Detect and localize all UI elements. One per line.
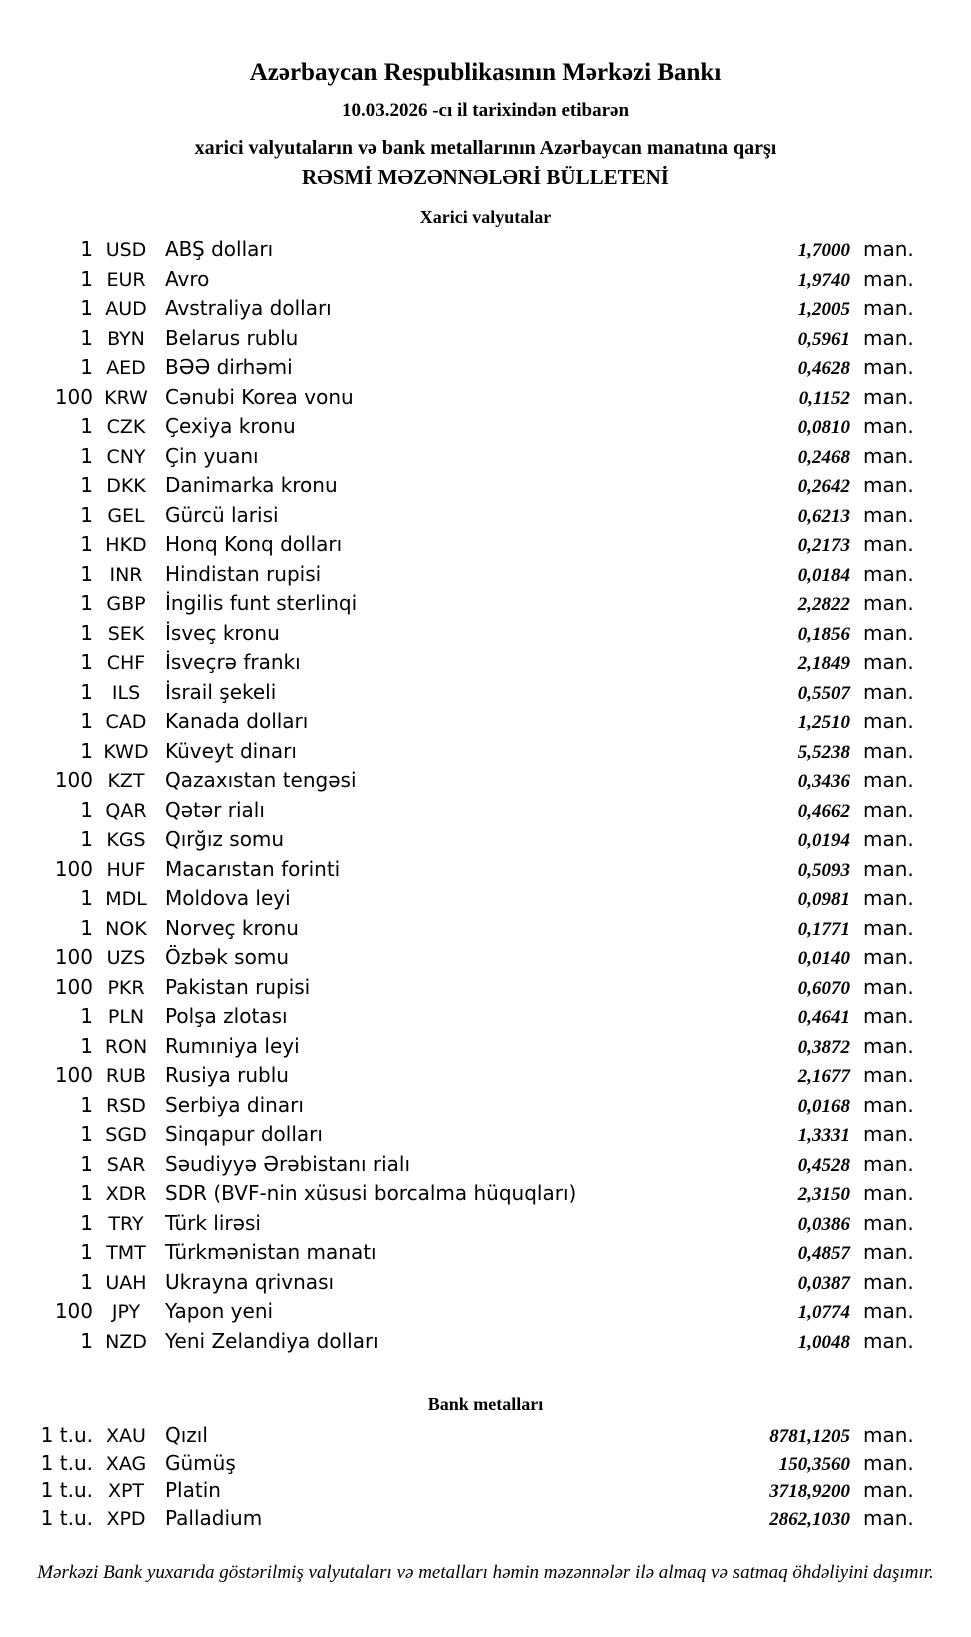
table-row	[0, 1297, 971, 1327]
table-row	[0, 707, 971, 737]
quantity: 1	[80, 296, 93, 320]
rate-value: 0,0810	[797, 417, 850, 438]
unit-label: man.	[863, 1004, 914, 1028]
rate-value: 1,2005	[797, 299, 850, 320]
unit-label: man.	[863, 237, 914, 261]
rate-value: 0,3436	[797, 771, 850, 792]
unit-label: man.	[863, 1423, 914, 1447]
currency-code: NOK	[105, 917, 147, 940]
unit-label: man.	[863, 679, 914, 704]
currency-name: Danimarka kronu	[165, 473, 338, 497]
unit-label: man.	[863, 827, 914, 851]
metal-code: XPD	[106, 1507, 146, 1530]
currency-name: Yapon yeni	[165, 1299, 274, 1323]
unit-label: man.	[863, 1063, 914, 1087]
table-row	[0, 943, 971, 973]
table-row	[0, 442, 971, 472]
currency-name: Avro	[165, 266, 210, 291]
bulletin-subtitle: xarici valyutaların və bank metallarının Azərbaycan manatına qarşı	[194, 137, 777, 159]
quantity: 1	[80, 591, 93, 615]
unit-label: man.	[863, 266, 914, 291]
table-row	[0, 1002, 971, 1032]
quantity: 100	[54, 768, 93, 792]
table-row	[0, 1150, 971, 1180]
unit-label: man.	[863, 473, 914, 497]
unit-label: man.	[863, 886, 914, 910]
table-row	[0, 265, 971, 295]
quantity: 1	[80, 561, 93, 586]
currency-code: ILS	[111, 681, 141, 704]
rate-value: 0,0387	[797, 1272, 850, 1294]
quantity: 1	[80, 709, 93, 733]
quantity: 1	[80, 266, 93, 291]
currency-code: HKD	[105, 534, 147, 556]
rate-value: 0,0386	[797, 1213, 850, 1235]
currency-name: Hindistan rupisi	[165, 561, 322, 586]
rate-value: 0,6070	[797, 977, 850, 999]
table-row	[0, 353, 971, 383]
currency-name: İsveç kronu	[165, 620, 280, 645]
table-row	[0, 1422, 971, 1450]
metal-name: Gümüş	[165, 1450, 236, 1475]
metal-code: XAG	[105, 1452, 147, 1475]
currency-code: AUD	[105, 298, 147, 320]
table-row	[0, 796, 971, 826]
unit-label: man.	[863, 1122, 914, 1146]
currency-name: Serbiya dinarı	[165, 1092, 304, 1117]
currency-name: Polşa zlotası	[165, 1004, 288, 1028]
rate-value: 0,5961	[797, 328, 850, 350]
currency-code: RON	[104, 1035, 148, 1058]
quantity: 1	[80, 1269, 93, 1294]
currency-name: Avstraliya dolları	[165, 296, 332, 320]
unit-label: man.	[863, 768, 914, 792]
currency-name: SDR (BVF-nin xüsusi borcalma hüquqları)	[165, 1181, 577, 1205]
currency-name: İsrail şekeli	[165, 679, 277, 704]
rate-value: 0,1771	[797, 918, 850, 940]
currency-code: AED	[106, 357, 146, 379]
table-row	[0, 589, 971, 619]
currency-code: BYN	[107, 327, 145, 350]
unit-label: man.	[863, 1328, 914, 1353]
rate-value: 0,5507	[797, 682, 850, 704]
currency-name: BƏƏ dirhəmi	[165, 355, 293, 379]
currency-code: EUR	[106, 268, 146, 291]
currency-code: UZS	[106, 947, 146, 969]
quantity: 1	[80, 325, 93, 350]
quantity: 1 t.u.	[40, 1450, 93, 1475]
rate-value: 150,3560	[778, 1453, 850, 1475]
rate-value: 0,2173	[797, 535, 850, 556]
table-row	[0, 737, 971, 767]
table-row	[0, 1327, 971, 1357]
currency-code: DKK	[106, 475, 146, 497]
rate-value: 0,4628	[797, 358, 850, 379]
quantity: 1	[80, 1181, 93, 1205]
unit-label: man.	[863, 1151, 914, 1176]
quantity: 1	[80, 414, 93, 438]
currency-code: SAR	[106, 1153, 146, 1176]
currency-name: Rumıniya leyi	[165, 1033, 300, 1058]
table-row	[0, 383, 971, 413]
rate-value: 2,3150	[797, 1184, 850, 1205]
bulletin-title: RƏSMİ MƏZƏNNƏLƏRİ BÜLLETENİ	[302, 165, 669, 189]
table-row	[0, 884, 971, 914]
quantity: 1	[80, 355, 93, 379]
currency-name: Moldova leyi	[165, 886, 291, 910]
quantity: 1	[80, 237, 93, 261]
currency-code: CZK	[106, 416, 146, 438]
currency-code: XDR	[105, 1183, 147, 1205]
table-row	[0, 1268, 971, 1298]
rate-value: 0,5093	[797, 859, 850, 881]
currency-code: QAR	[105, 799, 147, 822]
table-row	[0, 294, 971, 324]
table-row	[0, 648, 971, 678]
quantity: 1	[80, 797, 93, 822]
currency-name: Küveyt dinarı	[165, 738, 297, 763]
unit-label: man.	[863, 355, 914, 379]
rate-value: 2862,1030	[769, 1508, 850, 1530]
unit-label: man.	[863, 856, 914, 881]
quantity: 1	[80, 886, 93, 910]
currency-name: ABŞ dolları	[165, 237, 274, 261]
quantity: 1	[80, 1240, 93, 1264]
rate-value: 0,1152	[798, 387, 850, 409]
metal-name: Qızıl	[165, 1423, 208, 1447]
currency-name: Qətər rialı	[165, 797, 265, 822]
section-title-bank-metals: Bank metalları	[427, 1394, 544, 1414]
currency-code: PLN	[107, 1006, 145, 1028]
quantity: 1 t.u.	[40, 1505, 93, 1530]
rate-value: 0,4857	[797, 1243, 850, 1264]
quantity: 100	[54, 974, 93, 999]
section-title-foreign-currencies: Xarici valyutalar	[419, 207, 552, 227]
currency-name: Çexiya kronu	[165, 414, 296, 438]
table-row	[0, 530, 971, 560]
rate-value: 0,0168	[797, 1095, 850, 1117]
rate-value: 0,2642	[797, 476, 850, 497]
currency-code: CNY	[106, 445, 146, 468]
currency-code: PKR	[107, 976, 145, 999]
quantity: 1	[80, 502, 93, 527]
currency-code: SEK	[107, 622, 145, 645]
currency-name: Gürcü larisi	[165, 502, 279, 527]
rate-value: 0,0140	[797, 948, 850, 969]
bank-metals-table	[0, 1422, 971, 1532]
quantity: 1	[80, 679, 93, 704]
table-row	[0, 1032, 971, 1062]
table-row	[0, 501, 971, 531]
table-row	[0, 412, 971, 442]
table-row	[0, 855, 971, 885]
table-row	[0, 1477, 971, 1505]
rate-value: 0,4662	[797, 800, 850, 822]
currency-code: INR	[109, 563, 143, 586]
unit-label: man.	[863, 532, 914, 556]
quantity: 1	[80, 1210, 93, 1235]
rate-value: 2,1677	[797, 1066, 850, 1087]
rate-value: 0,1856	[797, 623, 850, 645]
quantity: 1	[80, 1151, 93, 1176]
unit-label: man.	[863, 1181, 914, 1205]
table-row	[0, 324, 971, 354]
currency-code: RUB	[105, 1065, 147, 1087]
table-row	[0, 1238, 971, 1268]
table-row	[0, 235, 971, 265]
currency-code: HUF	[106, 858, 146, 881]
foreign-currencies-table	[0, 235, 971, 1356]
currency-name: Ukrayna qrivnası	[165, 1269, 335, 1294]
currency-code: JPY	[111, 1301, 141, 1323]
quantity: 100	[54, 1299, 93, 1323]
unit-label: man.	[863, 974, 914, 999]
table-row	[0, 1061, 971, 1091]
quantity: 1	[80, 1004, 93, 1028]
currency-name: Türkmənistan manatı	[165, 1240, 377, 1264]
currency-code: KGS	[106, 829, 146, 851]
rate-value: 0,0981	[797, 889, 850, 910]
currency-name: Sinqapur dolları	[165, 1122, 323, 1146]
metal-code: XPT	[107, 1480, 145, 1502]
currency-name: Cənubi Korea vonu	[165, 384, 354, 409]
table-row	[0, 1091, 971, 1121]
rate-value: 2,2822	[797, 594, 850, 615]
currency-code: CAD	[105, 711, 147, 733]
currency-code: TRY	[108, 1212, 144, 1235]
table-row	[0, 1120, 971, 1150]
rate-value: 8781,1205	[769, 1426, 850, 1447]
table-row	[0, 1209, 971, 1239]
currency-name: Türk lirəsi	[165, 1210, 261, 1235]
rate-value: 1,7000	[797, 240, 850, 261]
rate-value: 0,6213	[797, 505, 850, 527]
quantity: 100	[54, 856, 93, 881]
metal-code: XAU	[106, 1425, 146, 1447]
quantity: 1	[80, 1328, 93, 1353]
currency-name: Pakistan rupisi	[165, 974, 311, 999]
currency-name: Macarıstan forinti	[165, 856, 341, 881]
rate-value: 1,2510	[797, 712, 850, 733]
quantity: 100	[54, 945, 93, 969]
table-row	[0, 619, 971, 649]
quantity: 1	[80, 443, 93, 468]
currency-code: TMT	[106, 1242, 146, 1264]
metal-name: Palladium	[165, 1505, 263, 1530]
unit-label: man.	[863, 591, 914, 615]
currency-name: Norveç kronu	[165, 915, 299, 940]
currency-code: KZT	[107, 770, 145, 792]
unit-label: man.	[863, 502, 914, 527]
unit-label: man.	[863, 620, 914, 645]
unit-label: man.	[863, 384, 914, 409]
rate-value: 0,4528	[797, 1154, 850, 1176]
quantity: 1	[80, 473, 93, 497]
rate-value: 0,3872	[797, 1036, 850, 1058]
table-row	[0, 914, 971, 944]
table-row	[0, 825, 971, 855]
currency-code: GEL	[107, 504, 145, 527]
quantity: 1	[80, 532, 93, 556]
quantity: 1	[80, 650, 93, 674]
unit-label: man.	[863, 325, 914, 350]
unit-label: man.	[863, 1478, 914, 1502]
metal-name: Platin	[165, 1478, 221, 1502]
unit-label: man.	[863, 1450, 914, 1475]
unit-label: man.	[863, 945, 914, 969]
unit-label: man.	[863, 1269, 914, 1294]
rate-value: 1,0048	[797, 1331, 850, 1353]
unit-label: man.	[863, 561, 914, 586]
currency-name: Çin yuanı	[165, 443, 259, 468]
unit-label: man.	[863, 650, 914, 674]
rate-value: 1,3331	[797, 1125, 850, 1146]
unit-label: man.	[863, 1092, 914, 1117]
currency-name: İngilis funt sterlinqi	[165, 591, 358, 615]
effective-date-line: 10.03.2026 -cı il tarixindən etibarən	[341, 100, 630, 121]
table-row	[0, 1179, 971, 1209]
unit-label: man.	[863, 1299, 914, 1323]
quantity: 1	[80, 915, 93, 940]
table-row	[0, 766, 971, 796]
currency-name: Qırğız somu	[165, 827, 285, 851]
rate-value: 2,1849	[797, 653, 850, 674]
currency-code: KWD	[103, 740, 149, 763]
currency-name: Belarus rublu	[165, 325, 299, 350]
unit-label: man.	[863, 1505, 914, 1530]
rate-value: 0,4641	[797, 1007, 850, 1028]
rate-value: 1,9740	[797, 269, 850, 291]
quantity: 100	[54, 384, 93, 409]
table-row	[0, 973, 971, 1003]
table-row	[0, 1450, 971, 1478]
currency-code: USD	[105, 239, 147, 261]
table-row	[0, 560, 971, 590]
quantity: 1	[80, 1122, 93, 1146]
currency-code: MDL	[105, 888, 147, 910]
unit-label: man.	[863, 1210, 914, 1235]
unit-label: man.	[863, 414, 914, 438]
rate-value: 3718,9200	[769, 1481, 850, 1502]
rate-value: 0,2468	[797, 446, 850, 468]
currency-code: GBP	[106, 593, 146, 615]
unit-label: man.	[863, 1240, 914, 1264]
quantity: 100	[54, 1063, 93, 1087]
currency-name: Honq Konq dolları	[165, 532, 343, 556]
table-row	[0, 471, 971, 501]
disclaimer-text: Mərkəzi Bank yuxarıda göstərilmiş valyutaları və metalları həmin məzənnələr ilə almaq və satmaq öhdəliyini daşımır.	[37, 1562, 934, 1583]
currency-code: NZD	[105, 1330, 147, 1353]
page-title: Azərbaycan Respublikasının Mərkəzi Bankı	[249, 59, 722, 86]
currency-code: KRW	[104, 386, 148, 409]
quantity: 1	[80, 738, 93, 763]
unit-label: man.	[863, 738, 914, 763]
unit-label: man.	[863, 296, 914, 320]
rate-value: 1,0774	[797, 1302, 850, 1323]
currency-code: RSD	[106, 1094, 146, 1117]
currency-name: Özbək somu	[165, 945, 289, 969]
unit-label: man.	[863, 797, 914, 822]
table-row	[0, 1505, 971, 1533]
quantity: 1 t.u.	[40, 1423, 93, 1447]
rate-value: 5,5238	[797, 741, 850, 763]
unit-label: man.	[863, 443, 914, 468]
currency-name: Səudiyyə Ərəbistanı rialı	[165, 1151, 411, 1176]
currency-code: CHF	[106, 652, 146, 674]
table-row	[0, 678, 971, 708]
unit-label: man.	[863, 709, 914, 733]
rate-value: 0,0184	[797, 564, 850, 586]
unit-label: man.	[863, 1033, 914, 1058]
currency-code: SGD	[105, 1124, 147, 1146]
currency-code: UAH	[105, 1271, 147, 1294]
quantity: 1	[80, 1033, 93, 1058]
currency-name: İsveçrə frankı	[165, 650, 301, 674]
quantity: 1	[80, 827, 93, 851]
currency-name: Qazaxıstan tengəsi	[165, 768, 357, 792]
quantity: 1	[80, 620, 93, 645]
currency-name: Yeni Zelandiya dolları	[165, 1328, 379, 1353]
unit-label: man.	[863, 915, 914, 940]
quantity: 1	[80, 1092, 93, 1117]
quantity: 1 t.u.	[40, 1478, 93, 1502]
rate-value: 0,0194	[797, 830, 850, 851]
currency-name: Rusiya rublu	[165, 1063, 289, 1087]
currency-name: Kanada dolları	[165, 709, 309, 733]
